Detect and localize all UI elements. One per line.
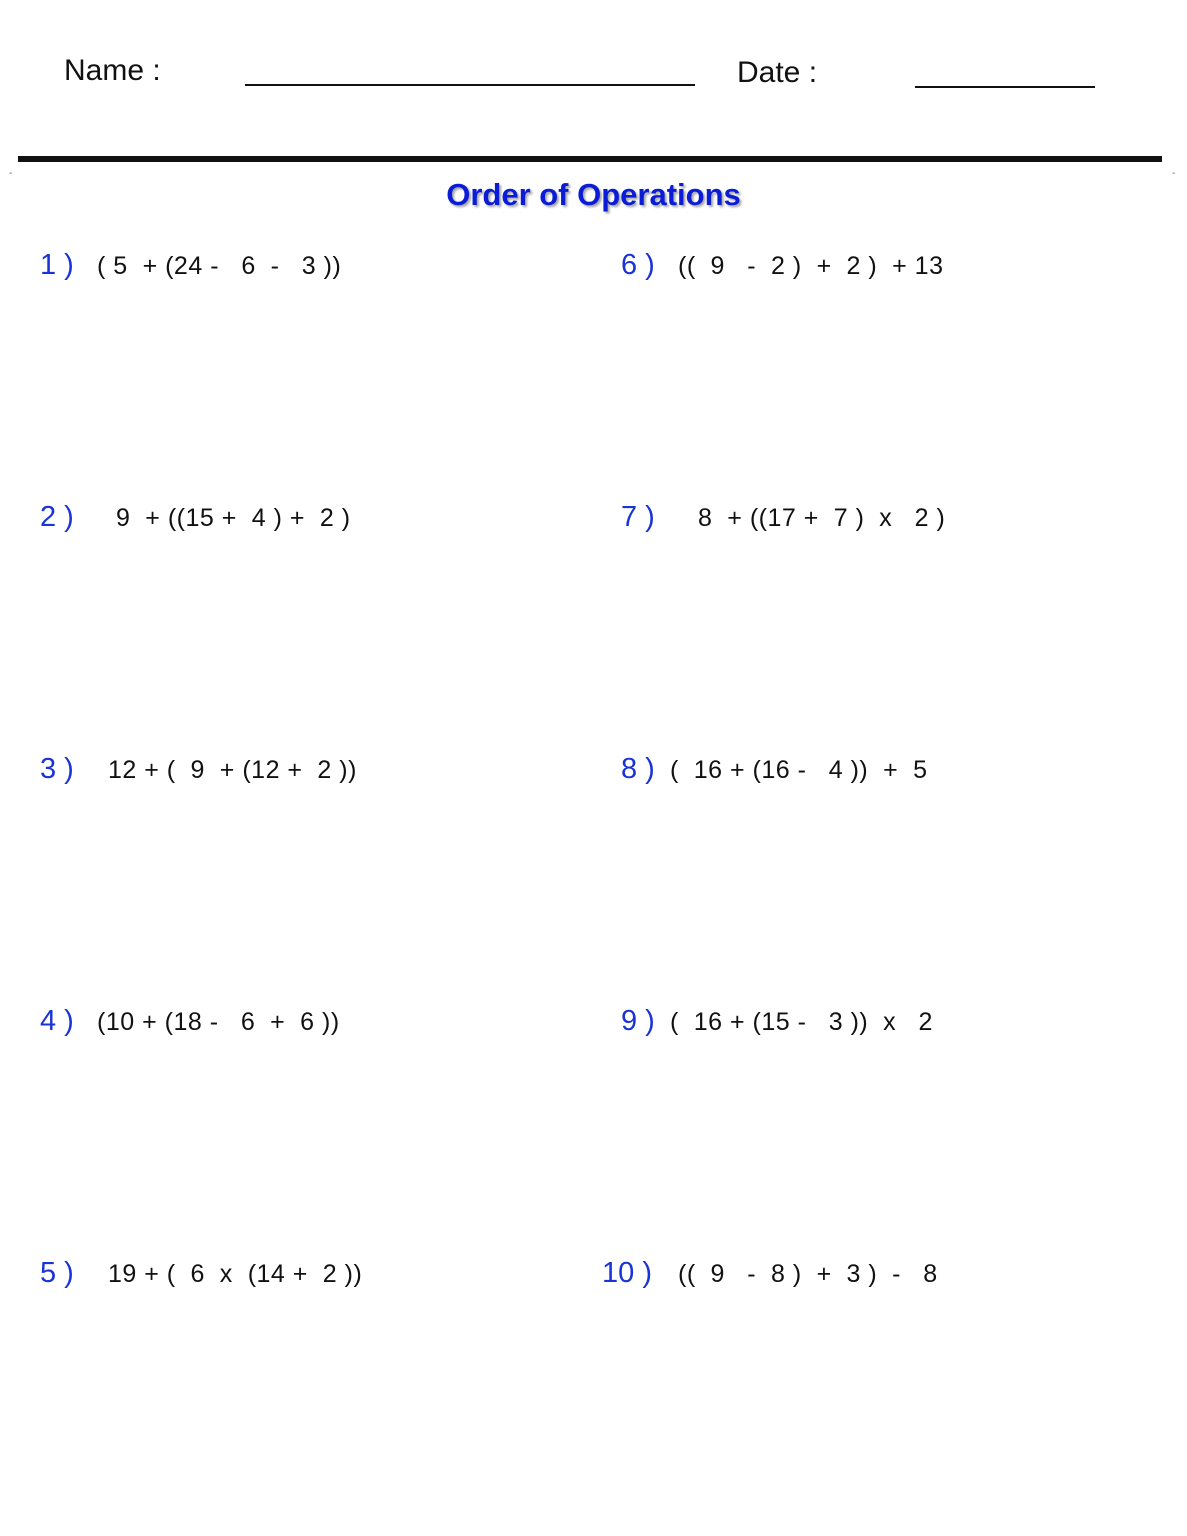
date-write-line (915, 86, 1095, 88)
name-label: Name : (64, 54, 161, 87)
problem-number: 8 ) (621, 753, 655, 785)
problem-number: 7 ) (621, 501, 655, 533)
divider-left-mark: - (9, 168, 13, 179)
problem-number: 10 ) (602, 1257, 652, 1289)
problem-number: 4 ) (40, 1005, 74, 1037)
problem-expression: ( 5 + (24 - 6 - 3 )) (97, 252, 342, 280)
problem-expression: 12 + ( 9 + (12 + 2 )) (108, 756, 357, 784)
problem-expression: 8 + ((17 + 7 ) x 2 ) (698, 504, 946, 532)
header-divider (18, 156, 1162, 162)
problem-number: 6 ) (621, 249, 655, 281)
problem-expression: (( 9 - 2 ) + 2 ) + 13 (678, 252, 944, 280)
problem-expression: ( 16 + (16 - 4 )) + 5 (670, 756, 928, 784)
problem-expression: 19 + ( 6 x (14 + 2 )) (108, 1260, 363, 1288)
problem-number: 9 ) (621, 1005, 655, 1037)
problem-expression: (( 9 - 8 ) + 3 ) - 8 (678, 1260, 938, 1288)
problem-number: 1 ) (40, 249, 74, 281)
problem-expression: (10 + (18 - 6 + 6 )) (97, 1008, 340, 1036)
name-write-line (245, 84, 695, 86)
problem-expression: ( 16 + (15 - 3 )) x 2 (670, 1008, 933, 1036)
date-label: Date : (737, 56, 818, 89)
worksheet-title: Order of Operations (446, 177, 741, 212)
problem-number: 3 ) (40, 753, 74, 785)
divider-right-mark: - (1172, 168, 1176, 179)
problem-expression: 9 + ((15 + 4 ) + 2 ) (116, 504, 351, 532)
problem-number: 5 ) (40, 1257, 74, 1289)
problem-number: 2 ) (40, 501, 74, 533)
